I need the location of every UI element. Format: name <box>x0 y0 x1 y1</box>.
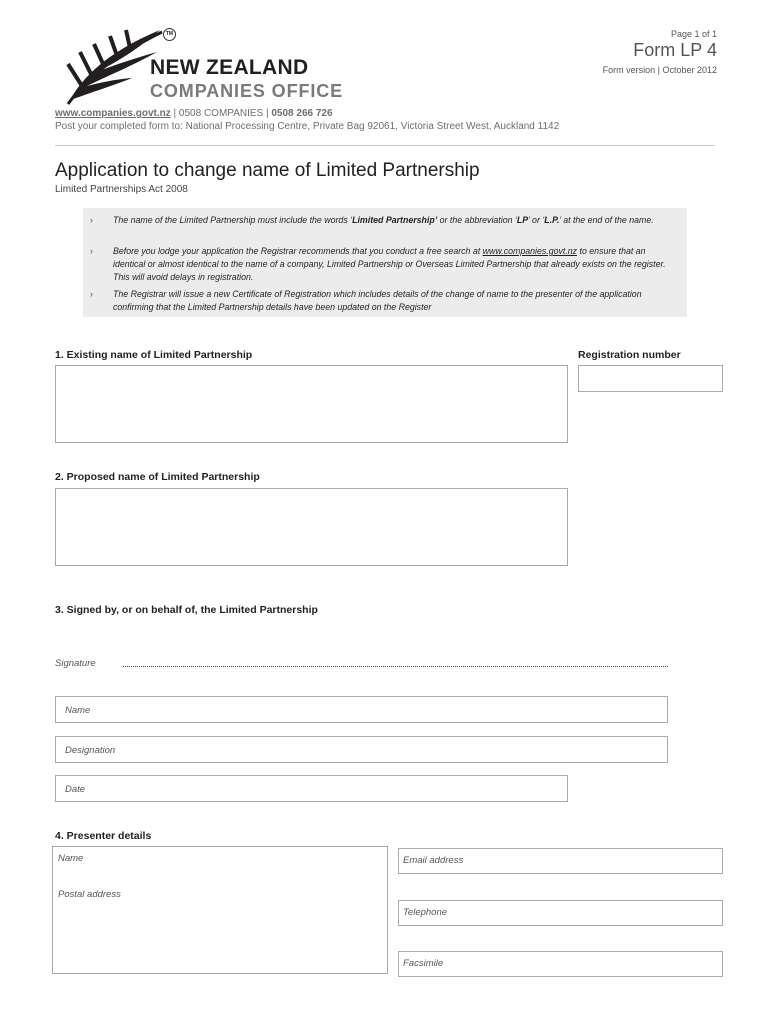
section-3-heading: 3. Signed by, or on behalf of, the Limited Partnership <box>55 604 318 616</box>
website-link[interactable]: www.companies.govt.nz <box>482 246 578 256</box>
postal-instructions: Post your completed form to: National Processing Centre, Private Bag 92061, Victoria Street West, Auckland 1142 <box>55 121 560 132</box>
field-label: Postal address <box>58 889 121 900</box>
website-link[interactable]: www.companies.govt.nz <box>55 108 171 119</box>
note-2 <box>90 245 678 284</box>
contact-separator: | <box>263 108 272 119</box>
field-label: Facsimile <box>403 958 444 969</box>
page-number: Page 1 of 1 <box>670 29 717 39</box>
existing-name-field[interactable] <box>55 365 568 443</box>
phone-number: 0508 266 726 <box>271 108 333 119</box>
section-2-heading: 2. Proposed name of Limited Partnership <box>55 471 260 483</box>
signer-name-field[interactable] <box>55 696 668 723</box>
note-text: to ensure that an identical or almost identical to the name of a company, Limited Partnership or Overseas Limited Partnership that already exists on the register. This will avoid delays in registration. <box>113 246 666 282</box>
registration-number-label: Registration number <box>578 349 681 361</box>
signature-label: Signature <box>55 658 96 669</box>
note-text-bold: LP <box>516 215 529 225</box>
facsimile-field[interactable] <box>398 951 723 977</box>
note-1 <box>90 214 678 227</box>
field-label: Date <box>65 784 86 795</box>
note-text: The name of the Limited Partnership must include the words ‘ <box>113 215 353 225</box>
section-1-heading: 1. Existing name of Limited Partnership <box>55 349 253 361</box>
form-version: Form version | October 2012 <box>602 65 717 75</box>
form-code: Form LP 4 <box>633 40 717 60</box>
note-text-bold: L.P. <box>544 215 560 225</box>
registration-number-field[interactable] <box>578 365 723 392</box>
org-name-line1: NEW ZEALAND <box>150 56 309 79</box>
note-3 <box>90 288 678 314</box>
notes-box <box>83 208 687 317</box>
section-4-heading: 4. Presenter details <box>55 830 152 842</box>
designation-field[interactable] <box>55 736 668 763</box>
field-label: Name <box>65 705 91 716</box>
signature-line[interactable] <box>123 666 668 667</box>
header-divider <box>55 145 715 146</box>
page-subtitle: Limited Partnerships Act 2008 <box>55 184 188 195</box>
note-text: ’ at the end of the name. <box>559 215 654 225</box>
contact-line <box>55 108 333 119</box>
note-text: The Registrar will issue a new Certificate of Registration which includes details of the change of name to the presenter of the application confirming that the Limited Partnership details have been updated on the Register <box>113 289 642 312</box>
field-label: Telephone <box>403 907 448 918</box>
chevron-right-icon: › <box>90 289 93 299</box>
contact-separator: | <box>170 108 179 119</box>
chevron-right-icon: › <box>90 246 93 256</box>
note-text: Before you lodge your application the Registrar recommends that you conduct a free search at <box>113 246 483 256</box>
note-text: or the abbreviation ‘ <box>437 215 517 225</box>
note-text: ’ or ‘ <box>528 215 545 225</box>
chevron-right-icon: › <box>90 215 93 225</box>
page-title: Application to change name of Limited Partnership <box>55 160 480 181</box>
phone-words: 0508 COMPANIES <box>178 108 264 119</box>
field-label: Name <box>58 853 84 864</box>
date-field[interactable] <box>55 775 568 802</box>
telephone-field[interactable] <box>398 900 723 926</box>
email-field[interactable] <box>398 848 723 874</box>
proposed-name-field[interactable] <box>55 488 568 566</box>
presenter-name-address-field[interactable] <box>52 846 388 974</box>
note-text-bold: Limited Partnership’ <box>352 215 438 225</box>
trademark-mark: TM <box>163 28 176 41</box>
field-label: Designation <box>65 745 116 756</box>
org-name-line2: COMPANIES OFFICE <box>150 81 344 101</box>
field-label: Email address <box>403 855 464 866</box>
